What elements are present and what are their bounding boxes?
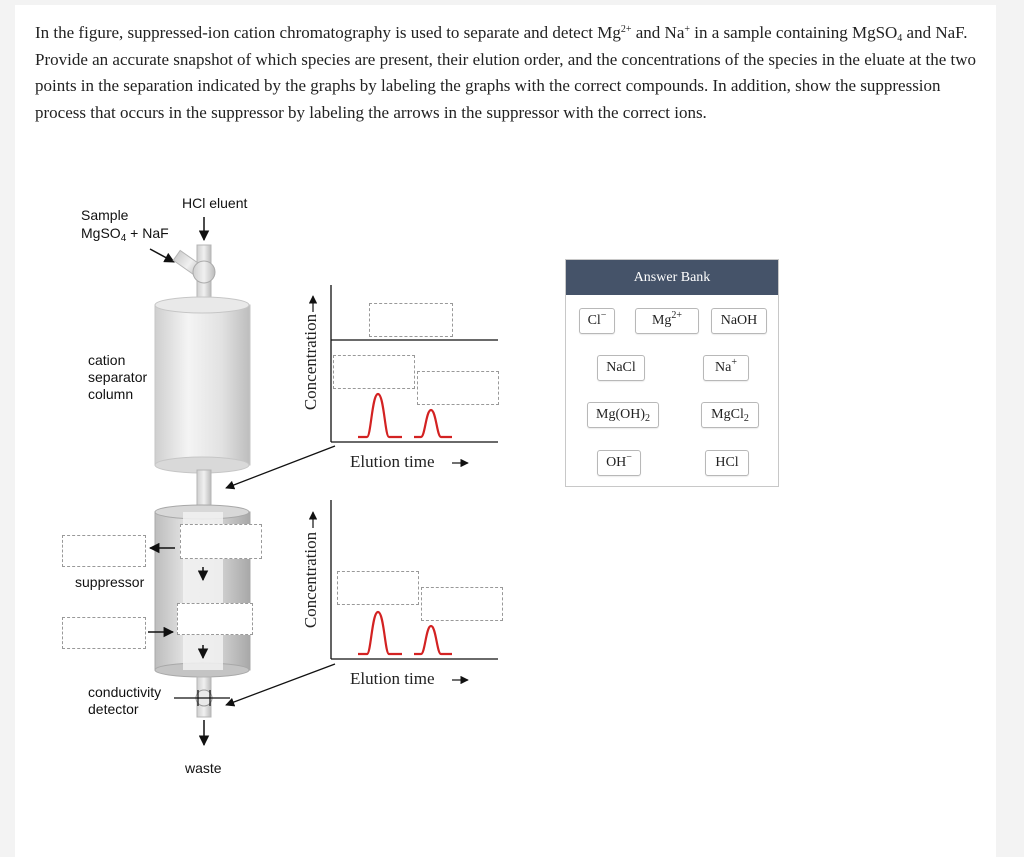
- token-magnesium-ion[interactable]: $Mg^{2+}$: [635, 308, 699, 334]
- sample-arrow: [150, 249, 174, 262]
- waste-label: waste: [185, 760, 222, 776]
- drop-target-peak2-top[interactable]: [417, 371, 499, 405]
- drop-target-suppressor-top[interactable]: [180, 524, 262, 559]
- token-hydroxide[interactable]: OH−: [597, 450, 641, 476]
- peak-1-bottom: [358, 612, 402, 654]
- y-axis-label-bottom: Concentration: [301, 531, 320, 629]
- injection-valve: [193, 261, 215, 283]
- token-nacl[interactable]: NaCl: [597, 355, 645, 381]
- drop-target-peak1-top[interactable]: [333, 355, 415, 389]
- token-naoh[interactable]: NaOH: [711, 308, 767, 334]
- peak-2-top: [414, 410, 452, 437]
- peak-1-top: [358, 394, 402, 437]
- drop-target-suppressor-bottom[interactable]: [177, 603, 253, 635]
- token-mgoh2[interactable]: $Mg(OH)_2$: [587, 402, 659, 428]
- sample-formula: MgSO$_4$ + NaF: [81, 225, 169, 244]
- y-axis-label-top: Concentration: [301, 313, 320, 411]
- drop-target-eluent-top[interactable]: [369, 303, 453, 337]
- hcl-eluent-label: HCl eluent: [182, 195, 248, 211]
- drop-target-suppressor-in[interactable]: [62, 617, 146, 649]
- cation-separator-column: [155, 297, 250, 473]
- suppressor-label: suppressor: [75, 574, 145, 590]
- conductivity-detector-label: conductivity detector: [88, 684, 162, 717]
- token-hcl[interactable]: HCl: [705, 450, 749, 476]
- token-chloride[interactable]: Cl−: [579, 308, 615, 334]
- sample-label: Sample: [81, 207, 129, 223]
- token-sodium-ion[interactable]: Na+: [703, 355, 749, 381]
- question-text: In the figure, suppressed-ion cation chromatography is used to separate and detect $Mg^{2+}$ and Na+ in a sample containing MgSO$_4$ and NaF. Provide an accurate snapshot of which species are present, their elution order, and the concentrations of the species in the eluate at the two points in the separation indicated by the graphs by labeling the graphs with the correct compounds. In addition, show the suppression process that occurs in the suppressor by labeling the arrows in the suppressor with the correct ions.: [35, 23, 977, 122]
- drop-target-peak2-bottom[interactable]: [421, 587, 503, 621]
- drop-target-peak1-bottom[interactable]: [337, 571, 419, 605]
- answer-bank-title: Answer Bank: [566, 260, 778, 295]
- cation-separator-label: cation separator column: [88, 352, 148, 402]
- x-axis-label-top: Elution time: [350, 452, 435, 471]
- x-axis-label-bottom: Elution time: [350, 669, 435, 688]
- answer-bank: [565, 259, 779, 487]
- peak-2-bottom: [414, 626, 452, 654]
- drop-target-suppressor-out[interactable]: [62, 535, 146, 567]
- token-mgcl2[interactable]: MgCl$_2$: [701, 402, 759, 428]
- conductivity-detector: [174, 690, 230, 706]
